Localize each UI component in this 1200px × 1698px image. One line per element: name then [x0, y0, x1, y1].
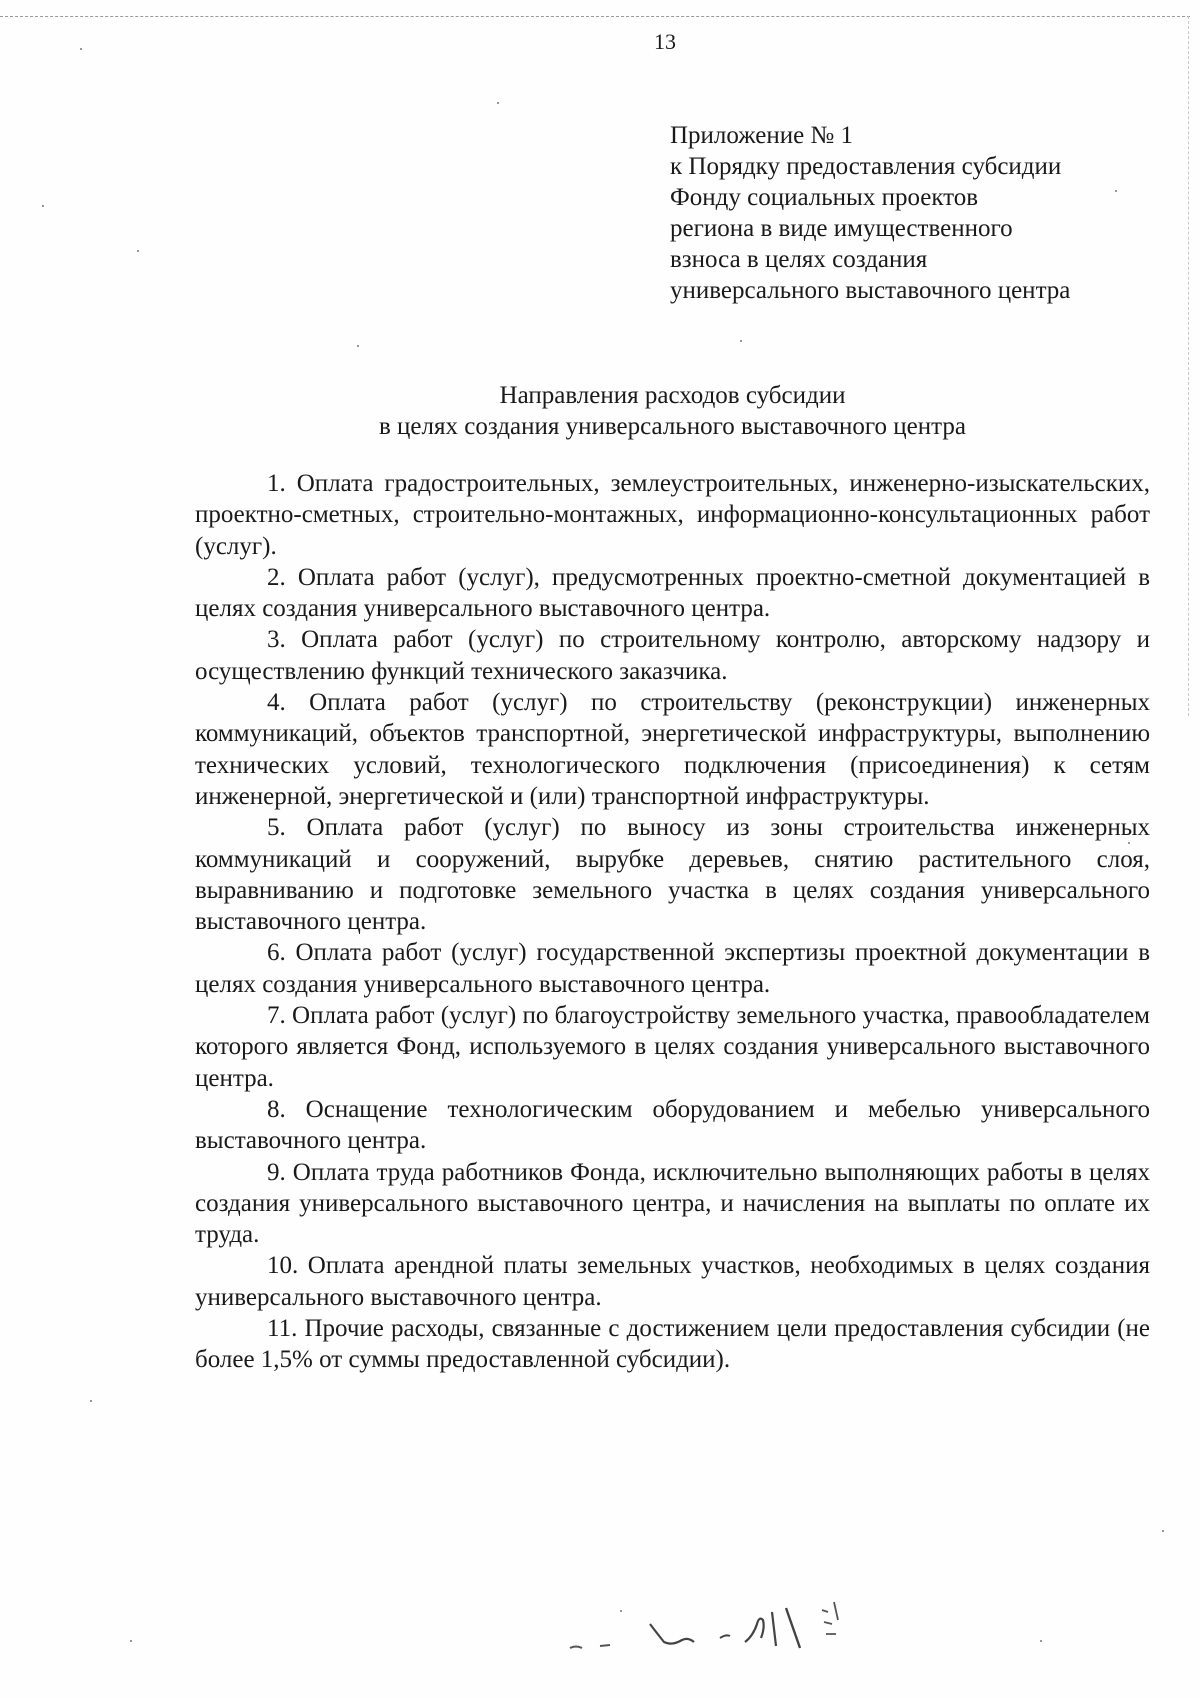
scan-speck — [1128, 842, 1130, 844]
scan-speck — [80, 48, 82, 50]
scan-speck — [137, 250, 139, 252]
list-item: 3. Оплата работ (услуг) по строительному контролю, авторскому надзору и осуществлению функций технического заказчика. — [195, 626, 1150, 685]
list-item: 10. Оплата арендной платы земельных участков, необходимых в целях создания универсального выставочного центра. — [195, 1252, 1150, 1311]
scan-speck — [497, 102, 499, 104]
title-line: в целях создания универсального выставочного центра — [379, 413, 966, 440]
appendix-line: универсального выставочного центра — [670, 277, 1071, 304]
list-item: 4. Оплата работ (услуг) по строительству (реконструкции) инженерных коммуникаций, объектов транспортной, энергетической инфраструктуры, выполнению технических условий, технологического подключения (присоединения) к сетям инженерной, энергетической и (или) транспортной инфраструктуры. — [195, 689, 1150, 810]
list-item: 7. Оплата работ (услуг) по благоустройству земельного участка, правообладателем которого является Фонд, используемого в целях создания универсального выставочного центра. — [195, 1002, 1150, 1092]
appendix-block — [670, 120, 1140, 306]
scan-edge-line — [0, 16, 1190, 17]
scan-speck — [1162, 1530, 1164, 1532]
scan-speck — [740, 340, 742, 342]
appendix-line: Приложение № 1 — [670, 122, 854, 149]
expense-list — [195, 468, 1150, 1376]
list-item: 8. Оснащение технологическим оборудованием и мебелью универсального выставочного центра. — [195, 1095, 1150, 1155]
appendix-line: региона в виде имущественного — [670, 215, 1013, 242]
appendix-line: Фонду социальных проектов — [670, 184, 979, 211]
list-item: 5. Оплата работ (услуг) по выносу из зоны строительства инженерных коммуникаций и сооружений, вырубке деревьев, снятию растительного слоя, выравниванию и подготовке земельного участка в целях создания универсального выставочного центра. — [195, 814, 1150, 936]
appendix-line: взноса в целях создания — [670, 246, 928, 273]
list-item: 2. Оплата работ (услуг), предусмотренных проектно-сметной документацией в целях создания универсального выставочного центра. — [195, 563, 1150, 623]
scan-speck — [90, 1400, 92, 1402]
title-line: Направления расходов субсидии — [499, 382, 846, 409]
scan-speck — [1040, 1640, 1042, 1642]
appendix-line: к Порядку предоставления субсидии — [670, 153, 1062, 180]
list-item: 6. Оплата работ (услуг) государственной экспертизы проектной документации в целях создания универсального выставочного центра. — [195, 939, 1150, 998]
scan-speck — [357, 345, 359, 347]
scan-speck — [130, 1640, 132, 1642]
list-item: 9. Оплата труда работников Фонда, исключительно выполняющих работы в целях создания универсального выставочного центра, и начисления на выплаты по оплате их труда. — [195, 1158, 1150, 1249]
scan-speck — [42, 205, 44, 207]
page-number: 13 — [654, 29, 676, 54]
scan-edge-line-right — [1188, 16, 1189, 716]
scan-speck — [1115, 190, 1117, 192]
document-title — [195, 380, 1150, 442]
list-item: 11. Прочие расходы, связанные с достижением цели предоставления субсидии (не более 1,5% от суммы предоставленной субсидии). — [195, 1315, 1150, 1374]
scan-speck — [620, 1610, 622, 1612]
signature-scribble — [560, 1590, 900, 1660]
list-item: 1. Оплата градостроительных, землеустроительных, инженерно-изыскательских, проектно-сметных, строительно-монтажных, информационно-консультационных работ (услуг). — [195, 470, 1150, 560]
